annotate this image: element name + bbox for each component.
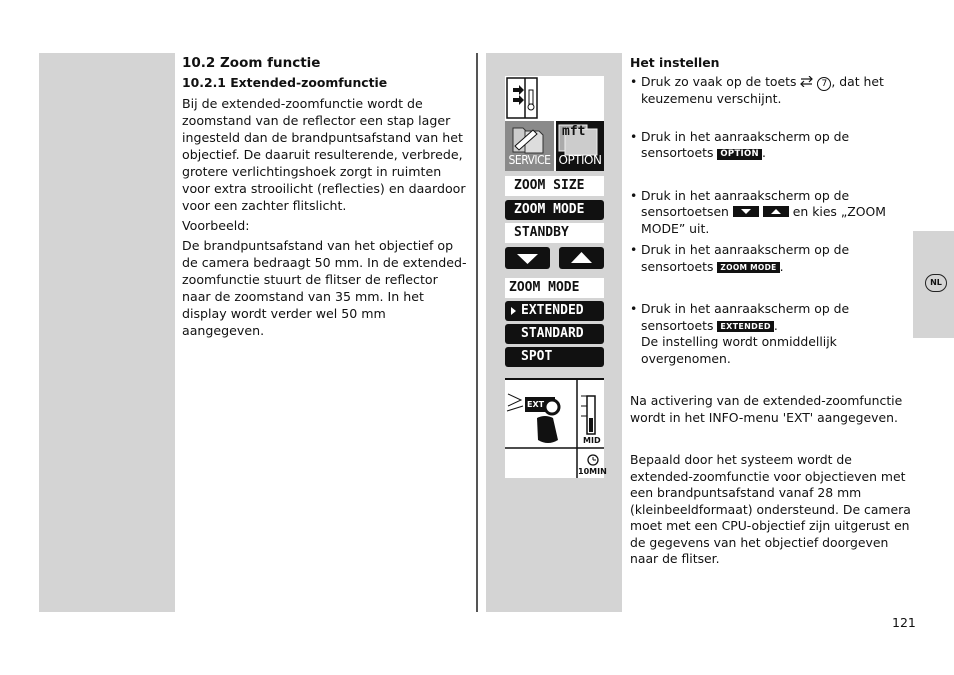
zoom-mode-chip: ZOOM MODE — [717, 262, 779, 273]
example-label: Voorbeeld: — [182, 218, 250, 233]
screen-zoom-mode-menu — [505, 278, 604, 370]
up-arrow-button[interactable] — [559, 247, 604, 269]
option-chip: OPTION — [717, 149, 762, 160]
selected-marker-icon — [511, 307, 516, 315]
left-column — [182, 55, 470, 342]
right-column — [630, 55, 912, 568]
mft-icon-label: mft — [562, 124, 586, 139]
column-divider — [476, 53, 478, 612]
option-spot[interactable]: SPOT — [505, 347, 604, 367]
step-2: • Druk in het aanraakscherm op de sensortoets OPTION . — [630, 129, 912, 162]
option-extended[interactable] — [505, 301, 604, 321]
example-paragraph: De brandpuntsafstand van het objectief op de camera bedraagt 50 mm. In de extended-zoomfunctie stuurt de flitser de reflector naar de zoomstand van 35 mm. In het display wordt verder wel 50 mm aangegeven. — [182, 238, 467, 338]
arrow-up-chip-icon — [763, 206, 789, 217]
step-3: • Druk in het aanraakscherm op de sensortoetsen en kies „ZOOM MODE” uit. — [630, 188, 912, 238]
screen-info-display — [505, 378, 607, 478]
arrow-down-icon — [505, 247, 550, 269]
ext-indicator: EXT — [527, 400, 545, 409]
step-5: • Druk in het aanraakscherm op de sensortoets EXTENDED . De instelling wordt onmiddellijk overgenomen. — [630, 301, 912, 367]
section-title: 10.2 Zoom functie — [182, 55, 321, 71]
system-note-paragraph: Bepaald door het systeem wordt de extended-zoomfunctie voor objectieven met een brandpuntsafstand vanaf 28 mm (kleinbeeldformaat) ondersteund. De camera moet met een CPU-objectief zijn uitgerust en de gegevens van het objectief doorgeven naar de flitser. — [630, 452, 911, 566]
screen-main-menu — [505, 76, 604, 171]
instructions-heading: Het instellen — [630, 55, 720, 70]
submenu-title: ZOOM MODE — [505, 278, 604, 298]
standby-time: 10MIN — [578, 467, 607, 476]
option-standard[interactable]: STANDARD — [505, 324, 604, 344]
level-label: MID — [583, 436, 601, 445]
intro-paragraph: Bij de extended-zoomfunctie wordt de zoomstand van de reflector een stap lager ingesteld dan de brandpuntsafstand van het objectief. De daaruit resulterende, verbrede, grotere verlichtingshoek zorgt in ruimten voor extra strooilicht (reflecties) en daardoor voor een zachter flitslicht. — [182, 96, 466, 213]
step-1: • Druk zo vaak op de toets 7 , dat het keuzemenu verschijnt. — [630, 74, 912, 108]
menu-zoom-mode[interactable]: ZOOM MODE — [505, 200, 604, 220]
option-button[interactable]: OPTION — [558, 153, 602, 167]
down-arrow-button[interactable] — [505, 247, 550, 269]
menu-standby[interactable]: STANDBY — [505, 223, 604, 243]
info-display-graphic — [505, 378, 604, 478]
option-extended-label: EXTENDED — [521, 303, 584, 318]
language-tab-label: NL — [925, 274, 947, 292]
screen-zoom-menu — [505, 176, 604, 270]
arrow-up-icon — [559, 247, 604, 269]
menu-zoom-size[interactable]: ZOOM SIZE — [505, 176, 604, 196]
step-4: • Druk in het aanraakscherm op de sensortoets ZOOM MODE . — [630, 242, 912, 275]
key-number: 7 — [817, 77, 831, 91]
page-number: 121 — [892, 615, 916, 630]
menu-toggle-icon — [800, 76, 813, 87]
extended-chip: EXTENDED — [717, 321, 773, 332]
arrow-down-chip-icon — [733, 206, 759, 217]
ext-info-paragraph: Na activering van de extended-zoomfunctie wordt in het INFO-menu 'EXT' aangegeven. — [630, 393, 903, 425]
subsection-title: 10.2.1 Extended-zoomfunctie — [182, 75, 388, 90]
step-5-note: De instelling wordt onmiddellijk overgenomen. — [641, 334, 837, 366]
left-margin-band — [39, 53, 175, 612]
service-button[interactable]: SERVICE — [508, 153, 551, 167]
